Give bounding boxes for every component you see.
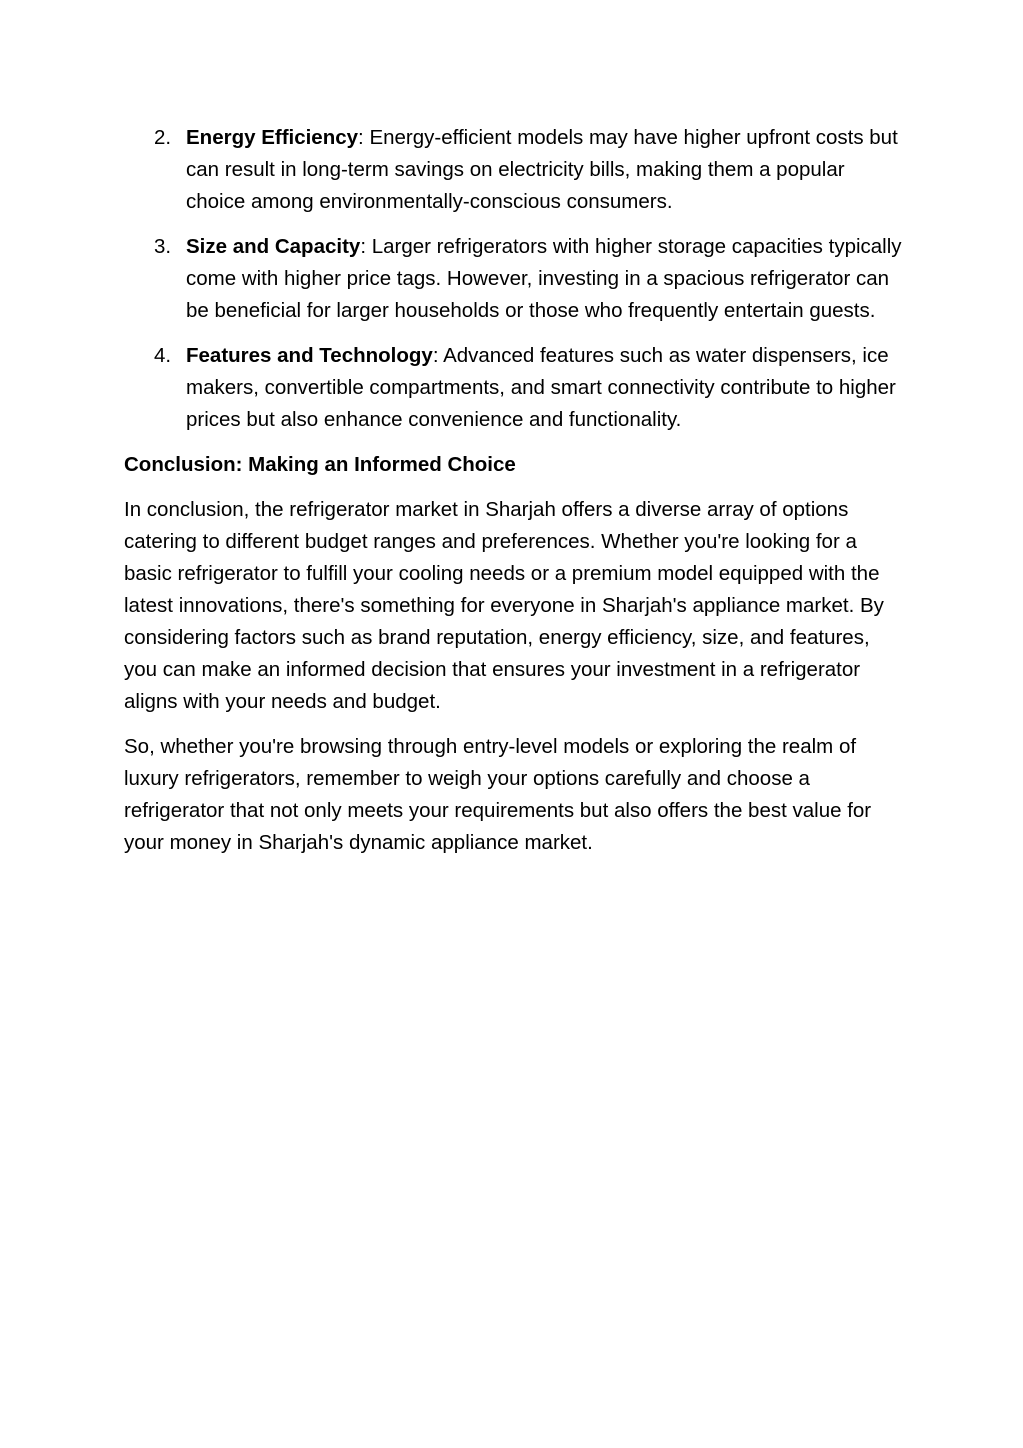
document-page — [124, 122, 904, 872]
list-item-text: : Advanced features such as water dispensers, ice makers, convertible compartments, and smart connectivity contribute to higher prices but also enhance convenience and functionality. — [186, 344, 896, 431]
list-item-title: Size and Capacity — [186, 235, 361, 258]
factor-list — [124, 122, 904, 436]
list-item-title: Features and Technology — [186, 344, 433, 367]
conclusion-paragraph-1: In conclusion, the refrigerator market in Sharjah offers a diverse array of options catering to different budget ranges and preferences. Whether you're looking for a basic refrigerator to fulfill your cooling needs or a premium model equipped with the latest innovations, there's something for everyone in Sharjah's appliance market. By considering factors such as brand reputation, energy efficiency, size, and features, you can make an informed decision that ensures your investment in a refrigerator aligns with your needs and budget. — [124, 498, 884, 713]
list-item-energy-efficiency — [124, 122, 904, 218]
list-item-number: 3. — [154, 235, 172, 258]
conclusion-paragraph-2: So, whether you're browsing through entry-level models or exploring the realm of luxury refrigerators, remember to weigh your options carefully and choose a refrigerator that not only meets your requirements but also offers the best value for your money in Sharjah's dynamic appliance market. — [124, 735, 872, 854]
list-item-number: 4. — [154, 344, 172, 367]
list-item-text: : Larger refrigerators with higher storage capacities typically come with higher price tags. However, investing in a spacious refrigerator can be beneficial for larger households or those who frequently entertain guests. — [186, 235, 902, 322]
conclusion-heading: Conclusion: Making an Informed Choice — [124, 453, 516, 476]
list-item-features-technology — [124, 340, 904, 436]
list-item-title: Energy Efficiency — [186, 126, 359, 149]
list-item-size-capacity — [124, 231, 904, 327]
list-item-text: : Energy-efficient models may have higher upfront costs but can result in long-term savings on electricity bills, making them a popular choice among environmentally-conscious consumers. — [186, 126, 898, 213]
list-item-number: 2. — [154, 126, 172, 149]
